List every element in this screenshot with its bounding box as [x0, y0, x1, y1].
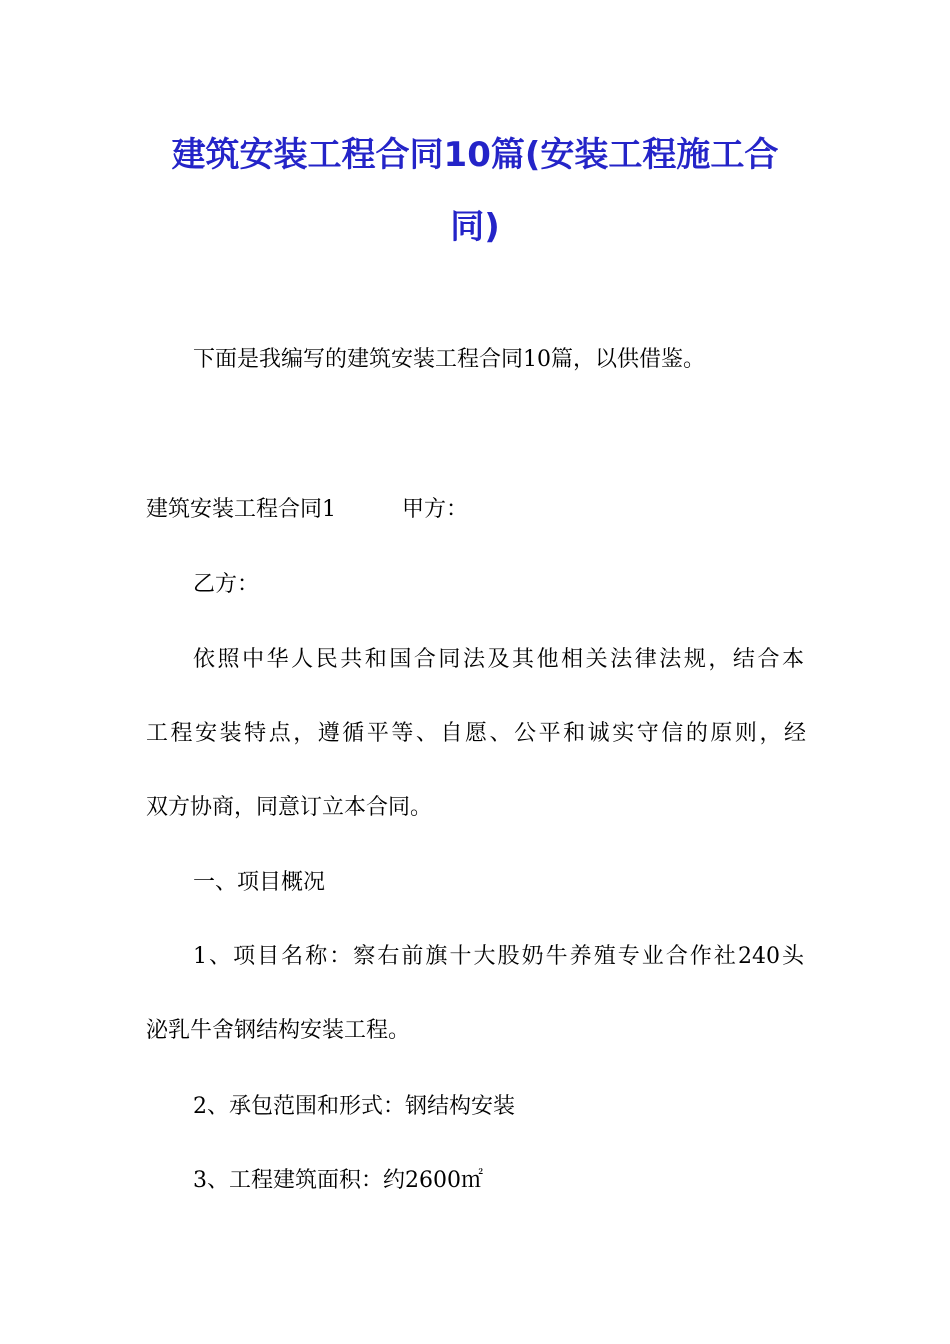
intro-paragraph: 下面是我编写的建筑安装工程合同10篇，以供借鉴。	[193, 347, 705, 372]
paragraph-line: 依照中华人民共和国合同法及其他相关法律法规，结合本	[193, 647, 804, 672]
document-title-line-1: 建筑安装工程合同10篇(安装工程施工合	[171, 135, 779, 175]
list-item-continuation: 泌乳牛舍钢结构安装工程。	[146, 1018, 411, 1043]
list-item: 1、项目名称：察右前旗十大股奶牛养殖专业合作社240头	[193, 944, 804, 969]
contract-heading: 建筑安装工程合同1	[146, 497, 336, 522]
document-title-line-2: 同)	[450, 207, 500, 247]
section-heading: 一、项目概况	[193, 870, 326, 895]
paragraph-line: 双方协商，同意订立本合同。	[146, 795, 433, 820]
list-item: 2、承包范围和形式：钢结构安装	[193, 1094, 515, 1119]
list-item: 3、工程建筑面积：约2600㎡	[193, 1168, 483, 1193]
party-b-label: 乙方：	[193, 572, 260, 597]
party-a-label: 甲方：	[402, 497, 469, 522]
paragraph-line: 工程安装特点，遵循平等、自愿、公平和诚实守信的原则，经	[146, 721, 806, 746]
